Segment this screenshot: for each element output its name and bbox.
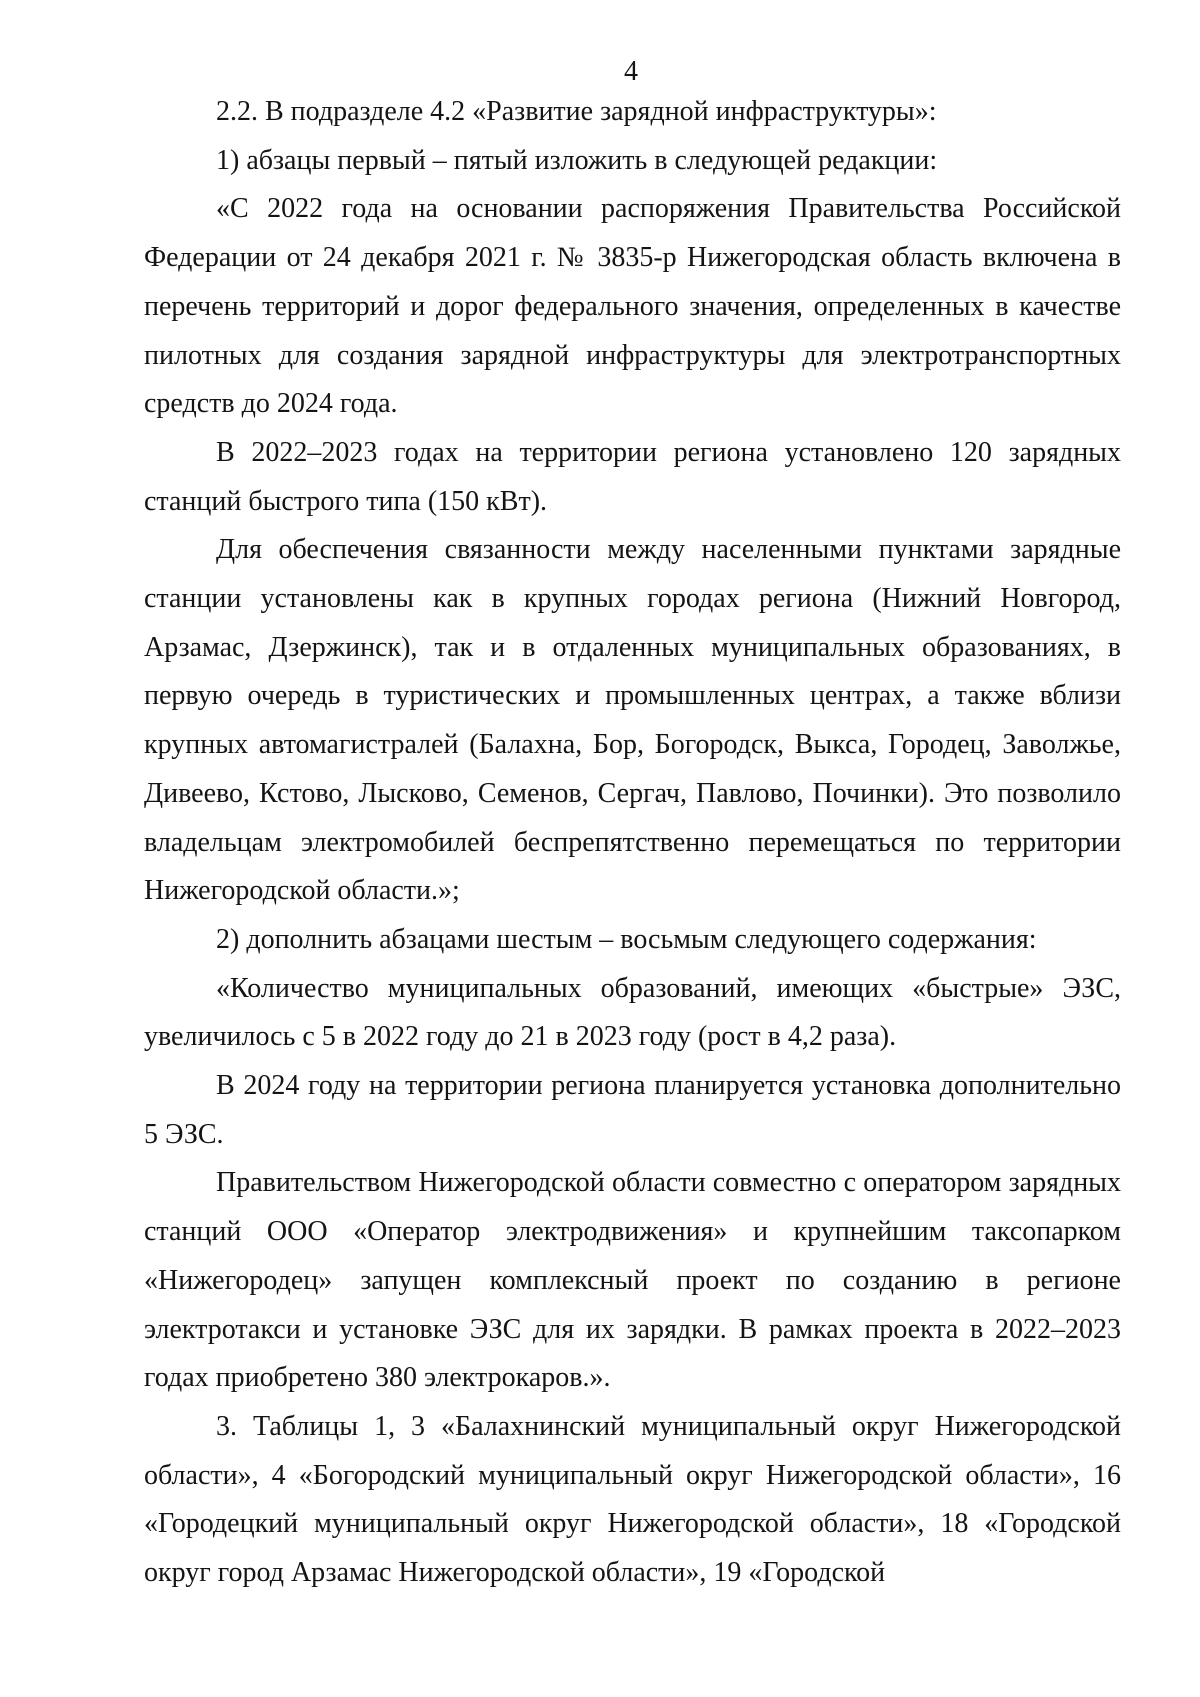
paragraph-tables-amendment: 3. Таблицы 1, 3 «Балахнинский муниципальный округ Нижегородской области», 4 «Богородский муниципальный округ Нижегородской области», 16 «Городецкий муниципальный округ Нижегородской области», 18 «Городской округ город Арзамас Нижегородской области», 19 «Городской	[144, 1410, 1121, 1589]
paragraph-electrotaxi-project: Правительством Нижегородской области совместно с оператором зарядных станций ООО «Оператор электродвижения» и крупнейшим таксопарком «Нижегородец» запущен комплексный проект по созданию в регионе электротакси и установке ЭЗС для их зарядки. В рамках проекта в 2022–2023 годах приобретено 380 электрокаров.».	[144, 1167, 1121, 1394]
paragraph-stations-installed: В 2022–2023 годах на территории региона установлено 120 зарядных станций быстрого типа (150 кВт).	[144, 436, 1121, 517]
paragraph-pilot-territories: «С 2022 года на основании распоряжения Правительства Российской Федерации от 24 декабря 2021 г. № 3835-р Нижегородская область включена в перечень территорий и дорог федерального значения, определенных в качестве пилотных для создания зарядной инфраструктуры для электротранспортных средств до 2024 года.	[144, 193, 1121, 420]
paragraph-amendment-2: 2) дополнить абзацами шестым – восьмым следующего содержания:	[216, 923, 1037, 955]
paragraph-connectivity: Для обеспечения связанности между населенными пунктами зарядные станции установлены как в крупных городах региона (Нижний Новгород, Арзамас, Дзержинск), так и в отдаленных муниципальных образованиях, в первую очередь в туристических и промышленных центрах, а также вблизи крупных автомагистралей (Балахна, Бор, Богородск, Выкса, Городец, Заволжье, Дивеево, Кстово, Лысково, Семенов, Сергач, Павлово, Починки). Это позволило владельцам электромобилей беспрепятственно перемещаться по территории Нижегородской области.»;	[144, 534, 1121, 907]
paragraph-amendment-1: 1) абзацы первый – пятый изложить в следующей редакции:	[216, 144, 938, 176]
document-body	[144, 88, 1121, 1598]
page-number: 4	[624, 56, 638, 87]
paragraph-municipal-growth: «Количество муниципальных образований, имеющих «быстрые» ЭЗС, увеличилось с 5 в 2022 году до 21 в 2023 году (рост в 4,2 раза).	[144, 972, 1121, 1053]
paragraph-plan-2024: В 2024 году на территории региона планируется установка дополнительно 5 ЭЗС.	[144, 1070, 1121, 1150]
paragraph-subsection-heading: 2.2. В подразделе 4.2 «Развитие зарядной инфраструктуры»:	[216, 96, 937, 127]
